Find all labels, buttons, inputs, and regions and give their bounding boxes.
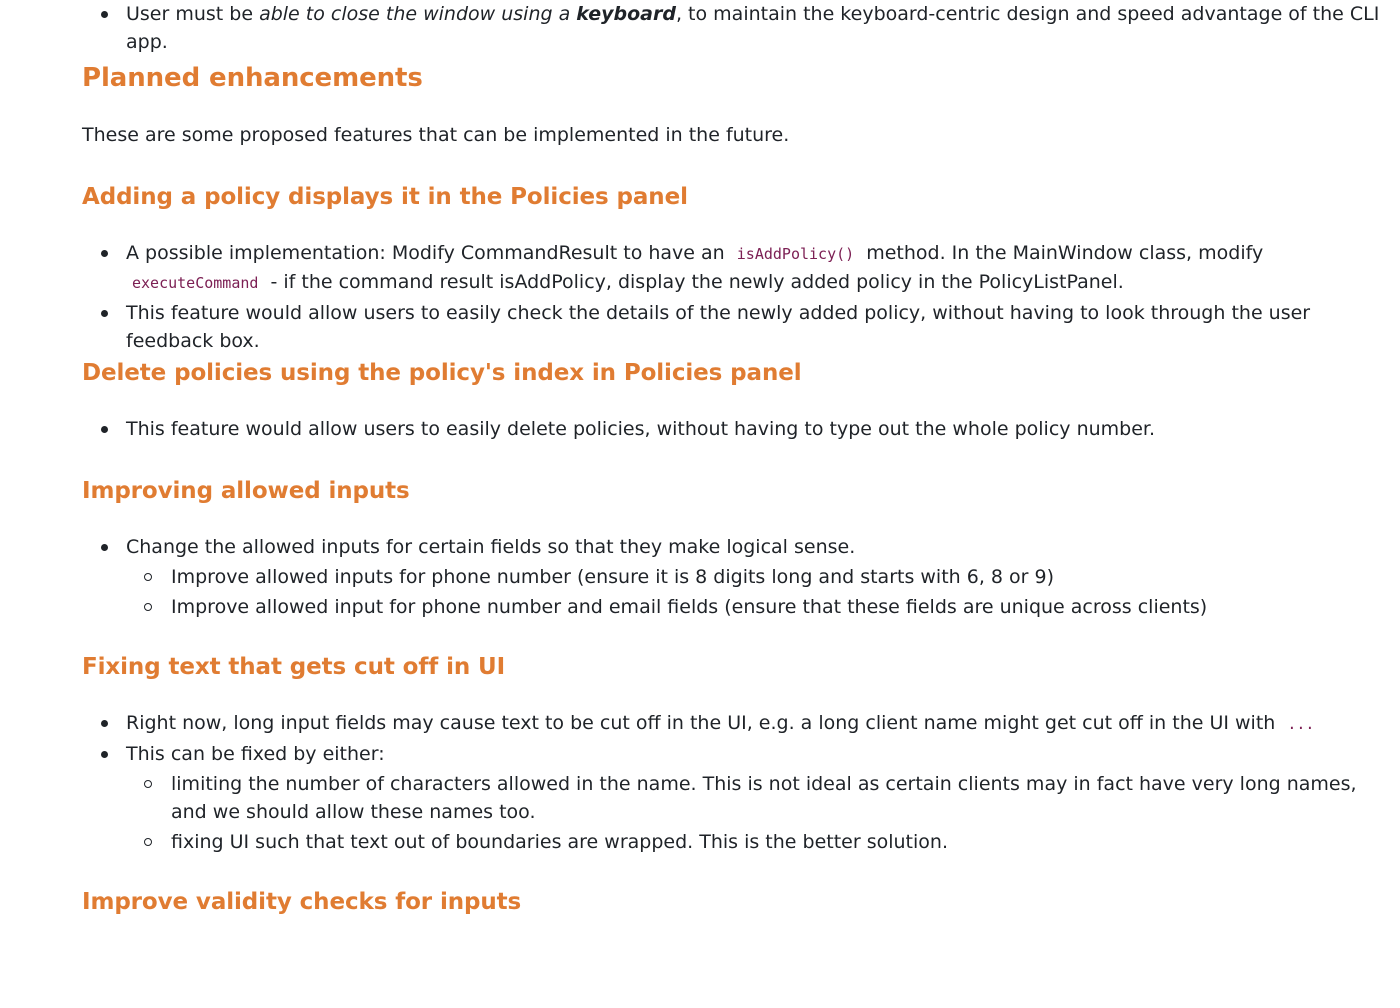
adding-policy-list — [82, 239, 1388, 355]
sub-list-item: limiting the number of characters allowed in the name. This is not ideal as certain clients may in fact have very long names, and we should allow these names too. — [82, 770, 1388, 826]
list-item: A possible implementation: Modify CommandResult to have an isAddPolicy() method. In the MainWindow class, modify executeCommand - if the command result isAddPolicy, display the newly added policy in the PolicyListPanel. — [82, 239, 1388, 297]
inline-code-executecommand: executeCommand — [132, 274, 259, 292]
intro-list — [82, 0, 1388, 56]
improving-inputs-list — [82, 533, 1388, 621]
list-item: Change the allowed inputs for certain fields so that they make logical sense. Improve allowed inputs for phone number (ensure it is 8 digits long and starts with 6, 8 or 9) Improve allowed input for phone number and email fields (ensure that these fields are unique across clients) — [82, 533, 1388, 621]
fixing-cutoff-sublist — [126, 770, 1388, 856]
keyboard-strong-text: keyboard — [576, 3, 676, 25]
inline-code-ellipsis: ... — [1287, 715, 1315, 733]
heading-adding-policy: Adding a policy displays it in the Policies panel — [82, 184, 688, 210]
heading-fixing-cutoff: Fixing text that gets cut off in UI — [82, 654, 506, 680]
list-item: This feature would allow users to easily check the details of the newly added policy, without having to look through the user feedback box. — [82, 299, 1388, 355]
delete-policies-list — [82, 415, 1388, 443]
list-item: Right now, long input fields may cause text to be cut off in the UI, e.g. a long client name might get cut off in the UI with ... — [82, 709, 1388, 738]
sub-list-item: Improve allowed inputs for phone number (ensure it is 8 digits long and starts with 6, 8 or 9) — [82, 563, 1388, 591]
sub-list-item: Improve allowed input for phone number and email fields (ensure that these fields are unique across clients) — [82, 593, 1388, 621]
inline-code-isaddpolicy: isAddPolicy() — [736, 245, 855, 263]
fixing-cutoff-list — [82, 709, 1388, 856]
heading-validity-checks: Improve validity checks for inputs — [82, 889, 522, 915]
heading-delete-policies: Delete policies using the policy's index in Policies panel — [82, 360, 802, 386]
list-item: This can be fixed by either: limiting the number of characters allowed in the name. This is not ideal as certain clients may in fact have very long names, and we should allow these names too. fixing UI such that text out of boundaries are wrapped. This is the better solution. — [82, 740, 1388, 856]
list-item: User must be able to close the window using a keyboard, to maintain the keyboard-centric design and speed advantage of the CLI app. — [82, 0, 1388, 56]
sub-list-item: fixing UI such that text out of boundaries are wrapped. This is the better solution. — [82, 828, 1388, 856]
list-item: This feature would allow users to easily delete policies, without having to type out the whole policy number. — [82, 415, 1388, 443]
heading-improving-inputs: Improving allowed inputs — [82, 478, 410, 504]
improving-inputs-sublist — [126, 563, 1388, 621]
emphasis-text: able to close the window using a — [259, 3, 577, 25]
planned-intro-paragraph: These are some proposed features that can be implemented in the future. — [82, 124, 790, 146]
heading-planned-enhancements: Planned enhancements — [82, 63, 423, 93]
